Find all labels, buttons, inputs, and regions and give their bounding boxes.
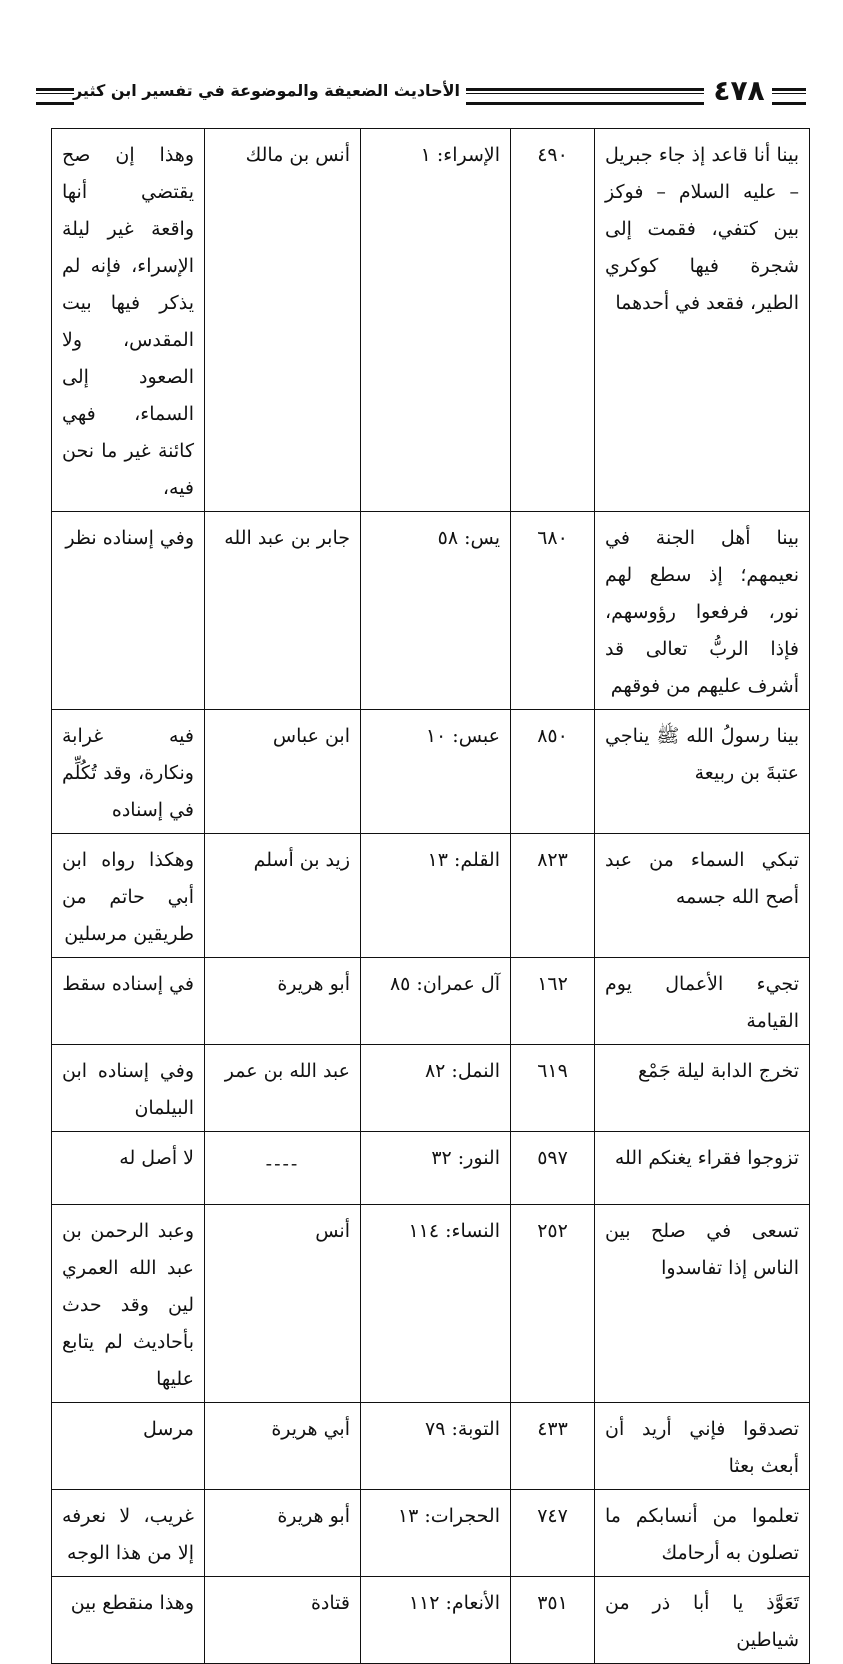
- grading-note-cell: وهذا منقطع بين: [52, 1577, 205, 1664]
- hadith-number-cell: ١٦٢: [511, 958, 595, 1045]
- grading-note-cell: لا أصل له: [52, 1132, 205, 1205]
- grading-note-cell: في إسناده سقط: [52, 958, 205, 1045]
- hadith-number-cell: ٥٩٧: [511, 1132, 595, 1205]
- narrator-cell: قتادة: [205, 1577, 361, 1664]
- narrator-cell: أنس بن مالك: [205, 129, 361, 512]
- hadith-table: [51, 128, 810, 1664]
- grading-note-cell: مرسل: [52, 1403, 205, 1490]
- hadith-number-cell: ٦١٩: [511, 1045, 595, 1132]
- table-row: [52, 1132, 810, 1205]
- narrator-cell: جابر بن عبد الله: [205, 512, 361, 710]
- narrator-cell: أبو هريرة: [205, 958, 361, 1045]
- hadith-number-cell: ٣٥١: [511, 1577, 595, 1664]
- table-row: [52, 1490, 810, 1577]
- page-number: ٤٧٨: [713, 74, 765, 107]
- header-rule-left: [36, 88, 74, 105]
- hadith-number-cell: ٢٥٢: [511, 1205, 595, 1403]
- narrator-cell: أنس: [205, 1205, 361, 1403]
- table-row: [52, 1403, 810, 1490]
- hadith-text-cell: تَعَوَّذ يا أبا ذر من شياطين: [595, 1577, 810, 1664]
- hadith-text-cell: تبكي السماء من عبد أصح الله جسمه: [595, 834, 810, 958]
- grading-note-cell: وفي إسناده ابن البيلمان: [52, 1045, 205, 1132]
- surah-reference-cell: التوبة: ٧٩: [361, 1403, 511, 1490]
- hadith-text-cell: تصدقوا فإني أريد أن أبعث بعثا: [595, 1403, 810, 1490]
- hadith-table-body: [52, 129, 810, 1664]
- surah-reference-cell: الإسراء: ١: [361, 129, 511, 512]
- surah-reference-cell: الأنعام: ١١٢: [361, 1577, 511, 1664]
- hadith-table-container: [51, 128, 809, 1664]
- hadith-number-cell: ٤٣٣: [511, 1403, 595, 1490]
- hadith-number-cell: ٨٢٣: [511, 834, 595, 958]
- hadith-number-cell: ٨٥٠: [511, 710, 595, 834]
- surah-reference-cell: النور: ٣٢: [361, 1132, 511, 1205]
- grading-note-cell: وعبد الرحمن بن عبد الله العمري لين وقد حدث بأحاديث لم يتابع عليها: [52, 1205, 205, 1403]
- grading-note-cell: فيه غرابة ونكارة، وقد تُكُلِّم في إسناده: [52, 710, 205, 834]
- header-rule-right: [772, 88, 806, 105]
- hadith-text-cell: تخرج الدابة ليلة جَمْع: [595, 1045, 810, 1132]
- empty-narrator-dash: ----: [265, 1153, 300, 1175]
- hadith-text-cell: تعلموا من أنسابكم ما تصلون به أرحامك: [595, 1490, 810, 1577]
- table-row: [52, 512, 810, 710]
- table-row: [52, 1045, 810, 1132]
- narrator-cell: زيد بن أسلم: [205, 834, 361, 958]
- table-row: [52, 1205, 810, 1403]
- hadith-text-cell: بينا أنا قاعد إذ جاء جبريل – عليه السلام – فوكز بين كتفي، فقمت إلى شجرة فيها كوكري الطير، فقعد في أحدهما: [595, 129, 810, 512]
- grading-note-cell: غريب، لا نعرفه إلا من هذا الوجه: [52, 1490, 205, 1577]
- table-row: [52, 710, 810, 834]
- surah-reference-cell: عبس: ١٠: [361, 710, 511, 834]
- hadith-text-cell: تزوجوا فقراء يغنكم الله: [595, 1132, 810, 1205]
- grading-note-cell: وفي إسناده نظر: [52, 512, 205, 710]
- hadith-text-cell: بينا أهل الجنة في نعيمهم؛ إذ سطع لهم نور، فرفعوا رؤوسهم، فإذا الربُّ تعالى قد أشرف عليهم من فوقهم: [595, 512, 810, 710]
- hadith-text-cell: تسعى في صلح بين الناس إذا تفاسدوا: [595, 1205, 810, 1403]
- surah-reference-cell: الحجرات: ١٣: [361, 1490, 511, 1577]
- hadith-text-cell: تجيء الأعمال يوم القيامة: [595, 958, 810, 1045]
- page-header: [36, 74, 806, 112]
- grading-note-cell: وهذا إن صح يقتضي أنها واقعة غير ليلة الإسراء، فإنه لم يذكر فيها بيت المقدس، ولا الصعود إلى السماء، فهي كائنة غير ما نحن فيه،: [52, 129, 205, 512]
- running-title: الأحاديث الضعيفة والموضوعة في تفسير ابن كثير: [72, 81, 460, 100]
- narrator-cell: أبي هريرة: [205, 1403, 361, 1490]
- hadith-number-cell: ٧٤٧: [511, 1490, 595, 1577]
- surah-reference-cell: النمل: ٨٢: [361, 1045, 511, 1132]
- narrator-cell: ابن عباس: [205, 710, 361, 834]
- narrator-cell: عبد الله بن عمر: [205, 1045, 361, 1132]
- hadith-number-cell: ٤٩٠: [511, 129, 595, 512]
- hadith-number-cell: ٦٨٠: [511, 512, 595, 710]
- surah-reference-cell: يس: ٥٨: [361, 512, 511, 710]
- surah-reference-cell: آل عمران: ٨٥: [361, 958, 511, 1045]
- grading-note-cell: وهكذا رواه ابن أبي حاتم من طريقين مرسلين: [52, 834, 205, 958]
- surah-reference-cell: النساء: ١١٤: [361, 1205, 511, 1403]
- hadith-text-cell: بينا رسولُ الله ﷺ يناجي عتبةَ بن ربيعة: [595, 710, 810, 834]
- table-row: [52, 1577, 810, 1664]
- narrator-cell: أبو هريرة: [205, 1490, 361, 1577]
- table-row: [52, 958, 810, 1045]
- narrator-cell: [205, 1132, 361, 1205]
- table-row: [52, 129, 810, 512]
- surah-reference-cell: القلم: ١٣: [361, 834, 511, 958]
- table-row: [52, 834, 810, 958]
- header-rule-middle: [466, 88, 704, 105]
